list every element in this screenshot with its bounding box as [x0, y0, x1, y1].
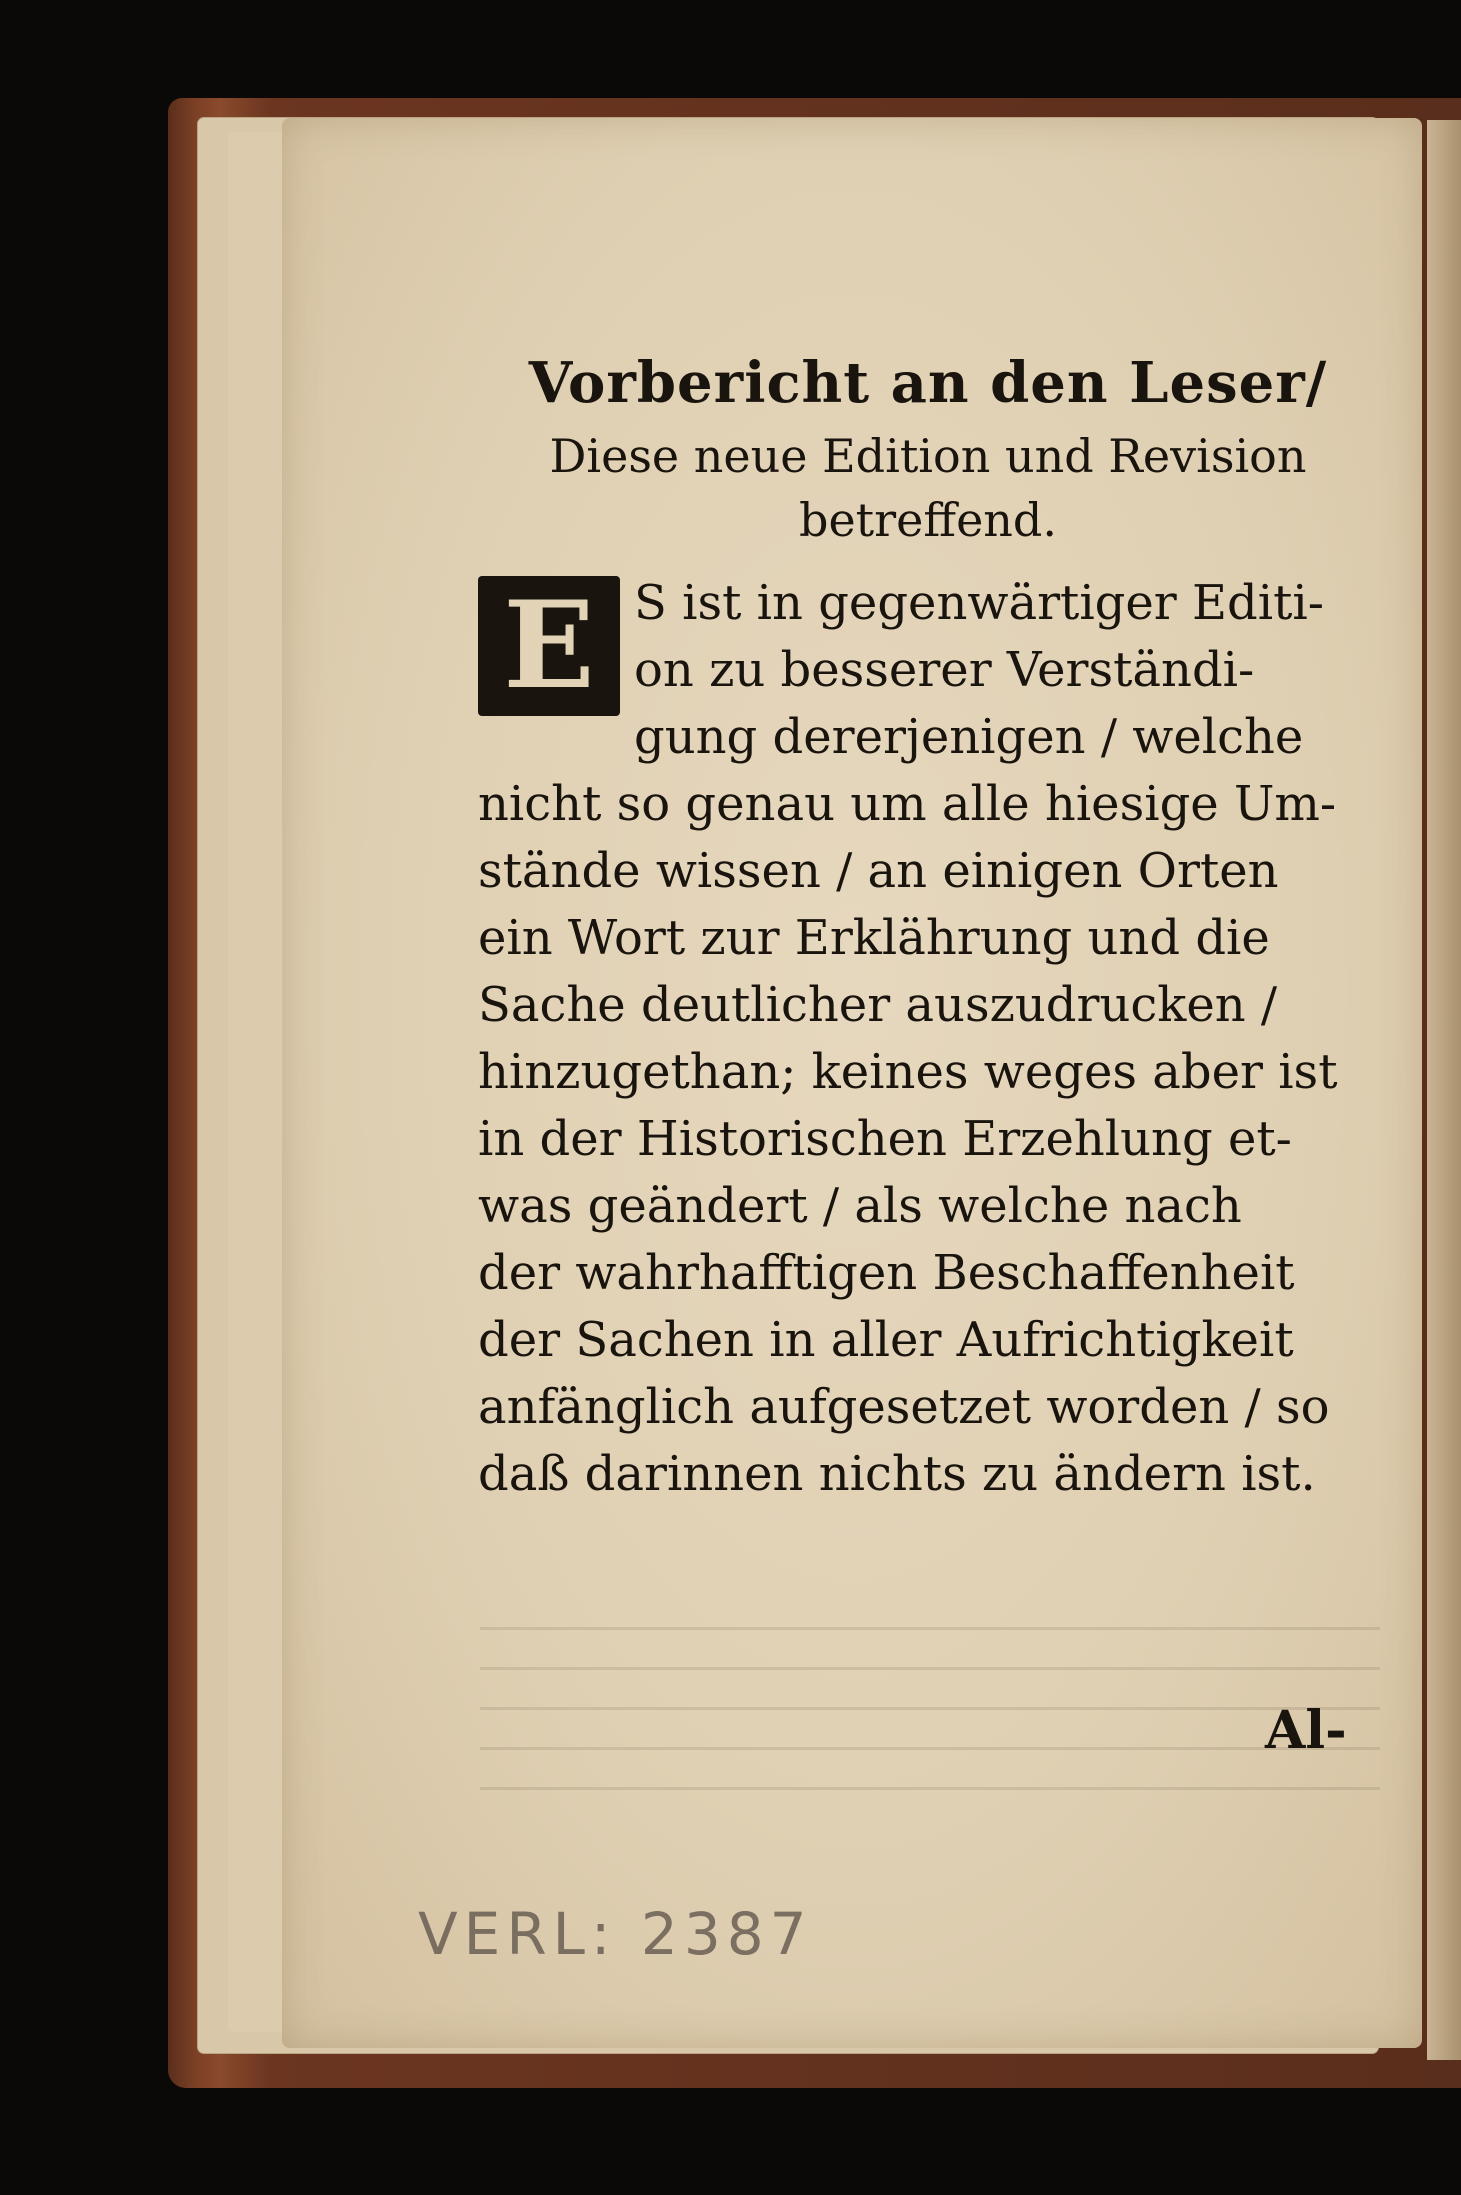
show-through-text [480, 1600, 1380, 1790]
preface-text-block [478, 350, 1378, 1508]
body-line: anfänglich aufgesetzet worden / so [478, 1379, 1330, 1435]
body-line: on zu besserer Verständi- [634, 642, 1255, 698]
body-line: stände wissen / an einigen Orten [478, 843, 1279, 899]
preface-subheading [478, 424, 1378, 552]
shelfmark-annotation: VERL: 2387 [418, 1900, 813, 1968]
body-line: nicht so genau um alle hiesige Um- [478, 776, 1337, 832]
preface-body [478, 570, 1378, 1508]
catchword: Al- [1265, 1700, 1347, 1761]
facing-page-edge [1427, 120, 1461, 2060]
body-line: Sache deutlicher auszudrucken / [478, 977, 1278, 1033]
decorated-initial: E [478, 576, 620, 716]
subheading-line-2: betreffend. [799, 493, 1057, 547]
body-line: ein Wort zur Erklährung und die [478, 910, 1270, 966]
body-line: der Sachen in aller Aufrichtigkeit [478, 1312, 1294, 1368]
body-line: S ist in gegenwärtiger Editi- [634, 575, 1324, 631]
body-line: gung dererjenigen / welche [634, 709, 1304, 765]
body-line: daß darinnen nichts zu ändern ist. [478, 1446, 1316, 1502]
body-line: was geändert / als welche nach [478, 1178, 1242, 1234]
subheading-line-1: Diese neue Edition und Revision [549, 429, 1307, 483]
body-line: in der Historischen Erzehlung et- [478, 1111, 1292, 1167]
preface-heading: Vorbericht an den Leser/ [528, 350, 1328, 416]
body-line: der wahrhafftigen Beschaffenheit [478, 1245, 1295, 1301]
body-line: hinzugethan; keines weges aber ist [478, 1044, 1338, 1100]
